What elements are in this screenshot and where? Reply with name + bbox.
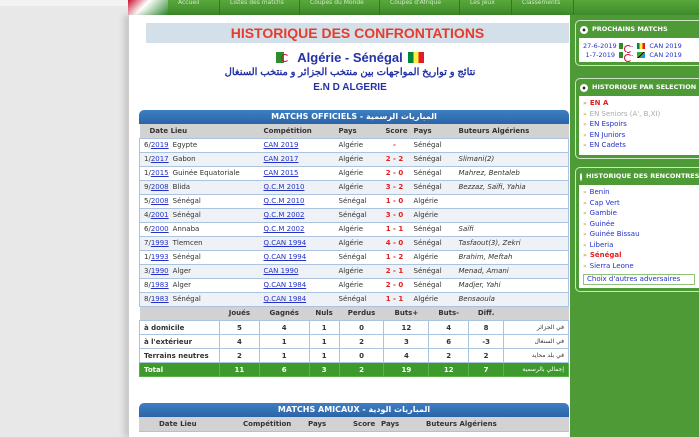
senegal-flag-icon [408,52,424,63]
date-lieu-cell [140,236,260,250]
match-place: Annaba [172,225,200,233]
home-team: Algérie [335,180,380,194]
match-row [140,208,569,222]
official-matches-section [139,110,569,377]
stats-arabic-label: في السنغال [504,335,569,349]
nav-tab-jeux[interactable]: Les Jeux [460,0,512,15]
match-row [140,152,569,166]
competition-link[interactable]: CAN 2017 [263,155,299,163]
opponent-link[interactable] [583,262,695,273]
stats-value: 7 [469,363,504,377]
nav-tab-accueil[interactable]: Accueil [168,0,220,15]
match-row [140,250,569,264]
away-team: Algérie [410,208,455,222]
competition-link[interactable]: Q.CAN 1984 [263,295,307,303]
match-place: Sénégal [172,197,201,205]
stats-value: 6 [429,335,469,349]
away-team: Sénégal [410,264,455,278]
match-place: Guinée Equatoriale [172,169,240,177]
chevron-right-icon: » [583,110,587,118]
stats-value: 2 [429,349,469,363]
next-match-row[interactable] [583,50,695,59]
chevron-right-icon: » [583,142,587,149]
match-year-link[interactable]: 2008 [150,183,169,191]
stats-col-header: Buts- [429,307,469,321]
match-year-link[interactable]: 2017 [150,155,169,163]
opponent-flag-icon [637,43,645,49]
date-lieu-cell [140,278,260,292]
match-row [140,264,569,278]
separator: - [631,41,634,50]
competition-link[interactable]: CAN 2015 [263,169,299,177]
selection-link[interactable] [583,131,695,142]
selection-box [575,78,699,159]
next-match-row[interactable] [583,41,695,50]
match-score: 3 - 2 [380,180,410,194]
selection-label: EN A [589,99,609,107]
arabic-subtitle: نتائج و تواريخ المواجهات بين منتخب الجزائر و منتخب السنغال [224,67,476,78]
away-team: Sénégal [410,152,455,166]
competition-cell [260,194,335,208]
stats-col-header [140,307,220,321]
match-place: Sénégal [172,253,201,261]
stats-value: 2 [219,349,259,363]
match-year-link[interactable]: 1993 [150,239,169,247]
match-row [140,166,569,180]
friendly-matches-header: MATCHS AMICAUX - المباريات الودية [139,403,569,417]
opponent-label: Cap Vert [589,198,620,207]
match-place: Gabon [172,155,196,163]
match-score: - [380,138,410,152]
opponent-label: Sénégal [589,251,622,259]
scorers: Bezzaz, Saïfi, Yahia [455,180,569,194]
match-score: 1 - 1 [380,292,410,306]
stats-col-header [504,307,569,321]
opponent-link[interactable] [583,199,695,210]
match-month: 8/ [144,295,151,303]
competition-link[interactable]: CAN 2019 [263,141,299,149]
stats-value: 1 [309,335,339,349]
rencontres-title: HISTORIQUE DES RENCONTRES [586,172,699,180]
stats-value: 1 [309,349,339,363]
stats-table [139,307,569,378]
selection-label: EN Juniors [589,130,626,139]
away-team: Sénégal [410,166,455,180]
match-place: Egypte [172,141,198,149]
algeria-flag-icon [619,43,627,49]
stats-value: 0 [339,349,384,363]
match-place: Tlemcen [172,239,203,247]
stats-label: à domicile [140,321,220,335]
competition-link[interactable]: Q.CAN 1984 [263,281,307,289]
opponent-link[interactable] [583,220,695,231]
col-competition: Compétition [239,417,304,431]
stats-label: Total [140,363,220,377]
next-matches-box [575,20,699,66]
scorers: Bensaoula [455,292,569,306]
stats-value: 5 [219,321,259,335]
selection-title: HISTORIQUE PAR SELECTION [592,83,697,91]
stats-col-header: Nuls [309,307,339,321]
competition-link[interactable]: Q.CAN 1994 [263,239,307,247]
football-icon [580,84,588,92]
stats-col-header: Joués [219,307,259,321]
chevron-right-icon: » [583,199,587,207]
home-team: Sénégal [335,208,380,222]
stats-row [140,349,569,363]
date-lieu-cell [140,292,260,306]
chevron-right-icon: » [583,131,587,139]
match-month: 6/ [144,225,151,233]
stats-value: 3 [309,363,339,377]
competition-link[interactable]: Q.C.M 2010 [263,197,305,205]
stats-row [140,321,569,335]
algeria-flag-icon [619,52,627,58]
friendly-matches-section [139,403,569,432]
competition-link[interactable]: Q.CAN 1994 [263,253,307,261]
match-year-link[interactable]: 2019 [150,141,169,149]
date-lieu-cell [140,166,260,180]
away-team: Algérie [410,292,455,306]
col-pays-away: Pays [377,417,422,431]
match-place: Alger [172,267,192,275]
match-year-link[interactable]: 2001 [150,211,169,219]
selection-link[interactable] [583,110,695,121]
home-team: Sénégal [335,250,380,264]
opponent-select[interactable]: Choix d'autres adversaires [583,274,695,285]
match-row [140,222,569,236]
scorers: Menad, Amani [455,264,569,278]
chevron-right-icon: » [583,100,587,107]
official-matches-table [139,124,569,307]
next-match-comp: CAN 2019 [649,50,682,59]
match-place: Alger [172,281,192,289]
algeria-flag-icon [276,52,292,63]
competition-cell [260,180,335,194]
competition-cell [260,250,335,264]
date-lieu-cell [140,194,260,208]
scorers [455,138,569,152]
match-score: 1 - 1 [380,222,410,236]
chevron-right-icon: » [583,231,587,238]
home-team: Sénégal [335,194,380,208]
home-team: Algérie [335,138,380,152]
stats-value: 4 [219,335,259,349]
stats-arabic-label: في الجزائر [504,321,569,335]
chevron-right-icon: » [583,121,587,128]
match-year-link[interactable]: 1983 [150,295,169,303]
match-score: 2 - 1 [380,264,410,278]
match-row [140,292,569,306]
chevron-right-icon: » [583,220,587,228]
stats-value: 4 [384,349,429,363]
competition-cell [260,264,335,278]
next-match-date: 27-6-2019 [583,41,617,50]
match-year-link[interactable]: 2008 [150,197,169,205]
stats-value: 2 [469,349,504,363]
stats-value: 2 [339,363,384,377]
football-icon [580,173,582,181]
stats-value: 12 [384,321,429,335]
stats-value: 19 [384,363,429,377]
opponent-flag-icon [637,52,645,58]
match-score: 1 - 2 [380,250,410,264]
selection-label: EN Cadets [589,141,626,149]
match-place: Blida [172,183,191,191]
scorers: Brahim, Meftah [455,250,569,264]
selection-link[interactable] [583,99,695,110]
match-month: 5/ [144,197,151,205]
chevron-right-icon: » [583,189,587,196]
match-month: 1/ [144,253,151,261]
competition-cell [260,152,335,166]
col-date-lieu: Date Lieu [139,417,239,431]
competition-cell [260,278,335,292]
match-year-link[interactable]: 2015 [150,169,169,177]
match-row [140,236,569,250]
selection-link[interactable] [583,120,695,131]
home-team: Algérie [335,222,380,236]
stats-row [140,335,569,349]
competition-link[interactable]: Q.C.M 2010 [263,183,305,191]
opponent-link[interactable] [583,251,695,262]
home-team: Algérie [335,152,380,166]
selection-label: EN Seniors (A', B,XI) [589,109,661,118]
nav-tab-can[interactable]: Coupes d'Afrique [380,0,460,15]
stats-value: 11 [219,363,259,377]
away-team: Sénégal [410,180,455,194]
competition-cell [260,236,335,250]
stats-value: 1 [259,335,309,349]
stats-value: 2 [339,335,384,349]
away-team: Sénégal [410,222,455,236]
stats-col-header: Buts+ [384,307,429,321]
separator: - [631,50,634,59]
stats-value: 4 [429,321,469,335]
scorers: Saïfi [455,222,569,236]
stats-value: 12 [429,363,469,377]
selection-link[interactable] [583,141,695,152]
opponent-label: Benin [589,188,610,196]
opponent-label: Sierra Leone [589,261,634,270]
stats-value: -3 [469,335,504,349]
stats-value: 1 [259,349,309,363]
stats-value: 6 [259,363,309,377]
team-subtitle: E.N D ALGERIE [313,82,387,93]
selection-label: EN Espoirs [589,120,627,128]
stats-col-header: Gagnés [259,307,309,321]
match-score: 2 - 2 [380,152,410,166]
competition-link[interactable]: Q.C.M 2002 [263,211,305,219]
col-competition: Compétition [260,124,335,138]
top-nav [128,0,699,15]
stats-col-header: Perdus [339,307,384,321]
match-year-link[interactable]: 1993 [150,253,169,261]
match-year-link[interactable]: 1990 [150,267,169,275]
opponent-label: Liberia [589,240,614,249]
competition-cell [260,222,335,236]
col-score: Score [380,124,410,138]
date-lieu-cell [140,250,260,264]
next-match-comp: CAN 2019 [649,41,682,50]
col-pays-away: Pays [410,124,455,138]
football-icon [580,26,588,34]
col-buteurs: Buteurs Algériens [422,417,569,431]
match-score: 4 - 0 [380,236,410,250]
match-month: 1/ [144,169,151,177]
stats-row [140,363,569,377]
site-logo[interactable] [128,0,168,15]
stats-label: Terrains neutres [140,349,220,363]
scorers [455,194,569,208]
match-score: 2 - 0 [380,278,410,292]
match-month: 7/ [144,239,151,247]
col-pays-home: Pays [335,124,380,138]
date-lieu-cell [140,264,260,278]
match-score: 2 - 0 [380,166,410,180]
scorers: Madjer, Yahi [455,278,569,292]
stats-value: 8 [469,321,504,335]
stats-col-header: Diff. [469,307,504,321]
stats-value: 0 [339,321,384,335]
opponent-label: Guinée Bissau [589,230,640,238]
col-score: Score [349,417,377,431]
chevron-right-icon: » [583,241,587,249]
scorers: Slimani(2) [455,152,569,166]
opponent-label: Guinée [589,219,615,228]
stats-arabic-label: إجمالي بالرسمية [504,363,569,377]
match-month: 9/ [144,183,151,191]
home-team: Sénégal [335,292,380,306]
official-matches-header: MATCHS OFFICIELS - المباريات الرسمية [139,110,569,124]
nav-tab-listes[interactable]: Listes des matchs [220,0,300,15]
away-team: Sénégal [410,138,455,152]
date-lieu-cell [140,152,260,166]
stats-label: à l'extérieur [140,335,220,349]
match-month: 1/ [144,155,151,163]
home-team: Algérie [335,278,380,292]
competition-cell [260,208,335,222]
match-month: 3/ [144,267,151,275]
match-row [140,194,569,208]
match-row [140,180,569,194]
chevron-right-icon: » [583,210,587,217]
stats-value: 1 [309,321,339,335]
chevron-right-icon: » [583,262,587,270]
matchup-header [129,48,571,93]
rencontres-box [575,167,699,292]
competition-cell [260,138,335,152]
competition-link[interactable]: CAN 1990 [263,267,299,275]
opponent-link[interactable] [583,241,695,252]
next-match-date: 1-7-2019 [585,50,615,59]
date-lieu-cell [140,180,260,194]
home-team: Algérie [335,236,380,250]
home-team: Algérie [335,166,380,180]
scorers: Mahrez, Bentaleb [455,166,569,180]
date-lieu-cell [140,208,260,222]
opponent-link[interactable] [583,188,695,199]
page-title: HISTORIQUE DES CONFRONTATIONS [146,23,569,43]
chevron-right-icon: » [583,252,587,259]
match-month: 8/ [144,281,151,289]
teams-title: Algérie - Sénégal [297,49,403,65]
match-year-link[interactable]: 1983 [150,281,169,289]
scorers [455,208,569,222]
nav-tab-classements[interactable]: Classements [512,0,574,15]
competition-cell [260,166,335,180]
away-team: Sénégal [410,278,455,292]
competition-link[interactable]: Q.C.M 2002 [263,225,305,233]
match-year-link[interactable]: 2000 [150,225,169,233]
friendly-matches-table [139,417,569,432]
match-row [140,278,569,292]
stats-value: 3 [384,335,429,349]
col-date-lieu: Date Lieu [140,124,260,138]
match-place: Sénégal [172,295,201,303]
stats-value: 4 [259,321,309,335]
date-lieu-cell [140,138,260,152]
match-score: 1 - 0 [380,194,410,208]
main-content [128,15,570,437]
date-lieu-cell [140,222,260,236]
competition-cell [260,292,335,306]
match-score: 3 - 0 [380,208,410,222]
scorers: Tasfaout(3), Zekri [455,236,569,250]
col-pays-home: Pays [304,417,349,431]
away-team: Algérie [410,194,455,208]
match-month: 6/ [144,141,151,149]
opponent-link[interactable] [583,230,695,241]
match-month: 4/ [144,211,151,219]
home-team: Algérie [335,264,380,278]
col-buteurs: Buteurs Algériens [455,124,569,138]
next-matches-title: PROCHAINS MATCHS [592,25,668,33]
opponent-link[interactable] [583,209,695,220]
right-sidebar [570,15,699,437]
opponent-label: Gambie [589,209,617,217]
away-team: Sénégal [410,236,455,250]
stats-arabic-label: في بلد محايد [504,349,569,363]
away-team: Algérie [410,250,455,264]
match-row [140,138,569,152]
nav-tab-cdm[interactable]: Coupes du Monde [300,0,380,15]
match-place: Sénégal [172,211,201,219]
